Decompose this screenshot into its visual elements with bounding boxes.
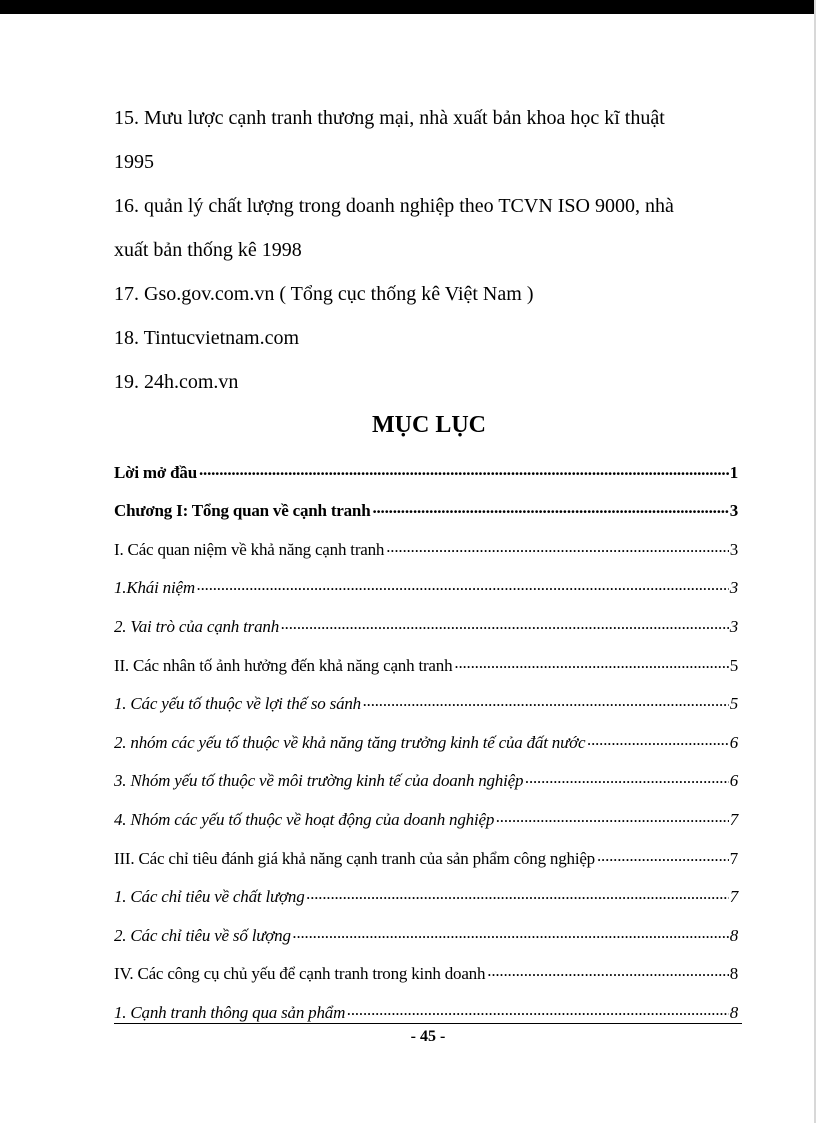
toc-leader-dots [454, 653, 728, 676]
toc-entry[interactable] [114, 791, 738, 830]
table-of-contents [114, 444, 738, 1023]
toc-leader-dots [293, 923, 729, 946]
toc-entry-page: 6 [729, 771, 738, 791]
toc-entry-page: 7 [729, 887, 738, 907]
toc-entry-page: 8 [729, 925, 738, 945]
toc-entry-page: 7 [729, 848, 738, 868]
toc-leader-dots [386, 537, 728, 560]
toc-entry-title: 1. Các chỉ tiêu về chất lượng [114, 887, 305, 907]
toc-leader-dots [363, 691, 729, 714]
toc-entry-title: 4. Nhóm các yếu tố thuộc về hoạt động của doanh nghiệp [114, 809, 495, 829]
reference-text: 16. quản lý chất lượng trong doanh nghiệp theo TCVN ISO 9000, nhà [114, 195, 674, 217]
toc-entry-title: III. Các chỉ tiêu đánh giá khả năng cạnh tranh của sản phẩm công nghiệp [114, 848, 595, 868]
toc-leader-dots [372, 498, 728, 521]
toc-entry-page: 3 [729, 539, 738, 559]
reference-text: 17. Gso.gov.com.vn ( Tổng cục thống kê Việt Nam ) [114, 283, 534, 305]
toc-leader-dots [197, 575, 729, 598]
toc-leader-dots [347, 1000, 729, 1023]
toc-entry-title: II. Các nhân tố ảnh hưởng đến khả năng cạnh tranh [114, 655, 453, 675]
reference-item [114, 316, 744, 360]
toc-entry-title: 2. Vai trò của cạnh tranh [114, 616, 279, 636]
toc-entry[interactable] [114, 869, 738, 908]
toc-entry[interactable] [114, 753, 738, 792]
toc-entry[interactable] [114, 946, 738, 985]
toc-entry-title: I. Các quan niệm về khả năng cạnh tranh [114, 539, 385, 559]
toc-entry-title: 2. Các chỉ tiêu về số lượng [114, 925, 291, 945]
toc-entry[interactable] [114, 637, 738, 676]
toc-leader-dots [525, 768, 728, 791]
toc-entry-page: 8 [729, 1002, 738, 1022]
toc-entry-page: 5 [729, 694, 738, 714]
toc-entry[interactable] [114, 598, 738, 637]
reference-list [114, 96, 744, 404]
toc-entry-title: IV. Các công cụ chủ yếu để cạnh tranh trong kinh doanh [114, 964, 486, 984]
toc-leader-dots [307, 884, 729, 907]
footer-rule [114, 1023, 742, 1024]
toc-entry-page: 7 [729, 809, 738, 829]
reference-text-continued: 1995 [114, 151, 154, 173]
toc-entry[interactable] [114, 830, 738, 869]
toc-entry-page: 3 [729, 578, 738, 598]
toc-entry-page: 5 [729, 655, 738, 675]
toc-entry[interactable] [114, 907, 738, 946]
toc-entry-title: 2. nhóm các yếu tố thuộc về khả năng tăng trưởng kinh tế của đất nước [114, 732, 586, 752]
toc-leader-dots [587, 730, 728, 753]
toc-entry-page: 1 [729, 462, 738, 482]
toc-entry-title: 1. Các yếu tố thuộc về lợi thế so sánh [114, 694, 361, 714]
toc-entry-title: Chương I: Tổng quan về cạnh tranh [114, 501, 371, 521]
toc-leader-dots [496, 807, 729, 830]
toc-leader-dots [281, 614, 729, 637]
toc-entry[interactable] [114, 714, 738, 753]
reference-item [114, 360, 744, 404]
toc-entry-page: 3 [729, 501, 738, 521]
reference-text-continued: xuất bản thống kê 1998 [114, 239, 302, 261]
toc-entry[interactable] [114, 483, 738, 522]
toc-entry[interactable] [114, 984, 738, 1023]
toc-entry-title: Lời mở đầu [114, 462, 197, 482]
reference-text: 18. Tintucvietnam.com [114, 327, 299, 349]
toc-entry-page: 3 [729, 616, 738, 636]
toc-entry-title: 3. Nhóm yếu tố thuộc về môi trường kinh tế của doanh nghiệp [114, 771, 524, 791]
reference-item [114, 272, 744, 316]
toc-entry-page: 6 [729, 732, 738, 752]
toc-entry-title: 1. Cạnh tranh thông qua sản phẩm [114, 1002, 346, 1022]
toc-entry-title: 1.Khái niệm [114, 578, 195, 598]
toc-leader-dots [487, 961, 728, 984]
page-number: - 45 - [410, 1028, 446, 1045]
toc-leader-dots [597, 846, 729, 869]
toc-entry[interactable] [114, 676, 738, 715]
reference-item [114, 184, 744, 272]
reference-text: 15. Mưu lược cạnh tranh thương mại, nhà xuất bản khoa học kĩ thuật [114, 107, 665, 129]
page-top-border [0, 0, 816, 14]
toc-leader-dots [199, 460, 729, 483]
toc-title: MỤC LỤC [372, 412, 486, 438]
reference-text: 19. 24h.com.vn [114, 371, 239, 393]
toc-entry[interactable] [114, 444, 738, 483]
toc-entry-page: 8 [729, 964, 738, 984]
toc-entry[interactable] [114, 521, 738, 560]
toc-entry[interactable] [114, 560, 738, 599]
reference-item [114, 96, 744, 184]
